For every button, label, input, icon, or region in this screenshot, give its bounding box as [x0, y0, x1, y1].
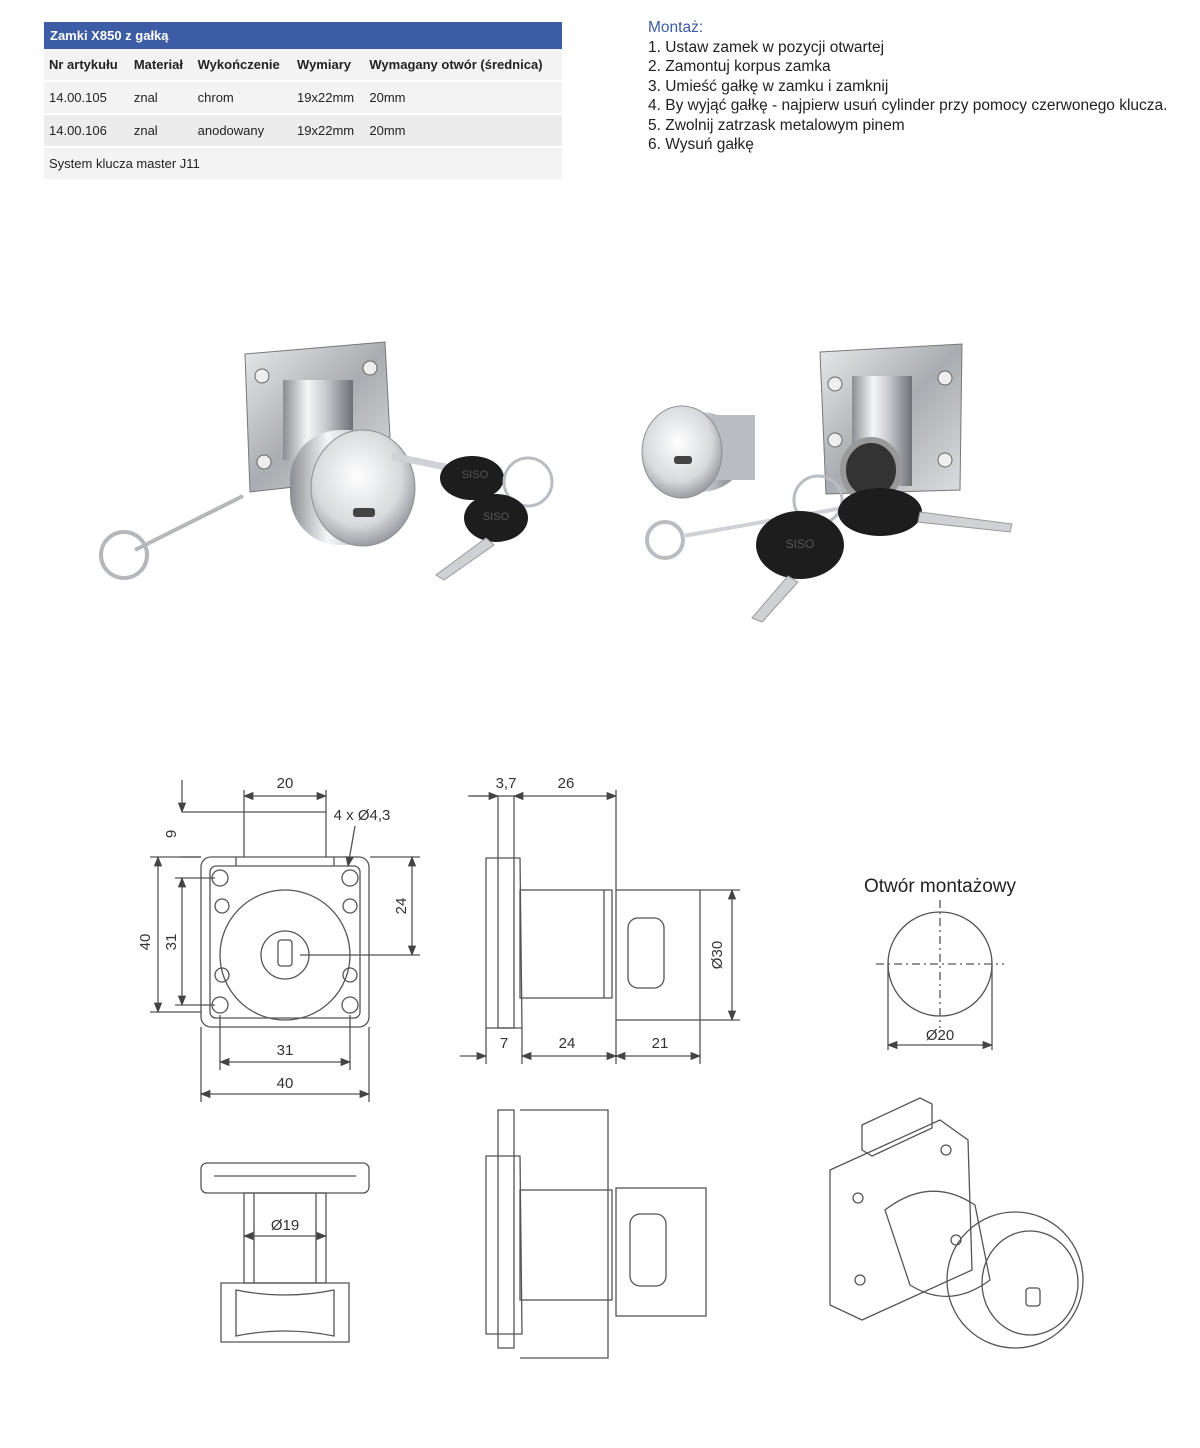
assembly-instructions: [648, 18, 1168, 155]
instruction-step: 4. By wyjąć gałkę - najpierw usuń cylinder przy pomocy czerwonego klucza.: [648, 97, 1168, 114]
dim-holes: 4 x Ø4,3: [333, 807, 391, 824]
dim-inner-height: 31: [163, 933, 180, 951]
dim-top-width: 20: [276, 775, 294, 792]
table-cell: chrom: [193, 81, 292, 114]
product-photo: [0, 320, 1200, 640]
column-header: Wykończenie: [193, 49, 292, 81]
bottom-view: [201, 1163, 369, 1342]
table-cell: 20mm: [364, 81, 562, 114]
column-header: Wymiary: [292, 49, 364, 81]
side-view: [460, 775, 740, 1064]
instructions-title: Montaż:: [648, 19, 704, 36]
table-footer: System klucza master J11: [44, 147, 562, 179]
front-view: [137, 775, 420, 1102]
technical-drawings: [0, 740, 1200, 1448]
spec-table: [44, 22, 562, 179]
release-pin-icon: [101, 532, 147, 578]
instruction-step: 1. Ustaw zamek w pozycji otwartej: [648, 38, 885, 56]
table-header-row: [44, 49, 562, 81]
column-header: Wymagany otwór (średnica): [364, 49, 562, 81]
table-cell: anodowany: [193, 114, 292, 147]
isometric-view: [830, 1098, 1083, 1348]
dim-key-height: 24: [393, 897, 410, 915]
table-caption: Zamki X850 z gałką: [44, 22, 562, 49]
table-cell: 19x22mm: [292, 81, 364, 114]
instructions-list: [648, 38, 1168, 155]
side-detail-view: [486, 1110, 706, 1358]
table-cell: 14.00.105: [44, 81, 129, 114]
column-header: Materiał: [129, 49, 193, 81]
mounting-hole-title: Otwór montażowy: [863, 876, 1017, 897]
dim-plate: 3,7: [495, 775, 517, 792]
lock-photo-left: [101, 342, 552, 580]
dim-hole-diameter: Ø20: [925, 1027, 955, 1044]
table-footer-row: [44, 147, 562, 179]
instruction-step: 3. Umieść gałkę w zamku i zamknij: [648, 77, 889, 95]
dim-body: 26: [557, 775, 575, 792]
key-brand-label: SISO: [461, 469, 489, 481]
table-cell: 19x22mm: [292, 114, 364, 147]
dim-top-offset: 9: [163, 829, 180, 839]
instruction-step: 6. Wysuń gałkę: [648, 136, 754, 153]
column-header: Nr artykułu: [44, 49, 129, 81]
dim-outer-width: 40: [276, 1075, 294, 1092]
lock-photo-right: [642, 344, 1012, 622]
key-brand-label: SISO: [785, 537, 815, 551]
release-pin-icon: [647, 522, 683, 558]
dim-cylinder-diameter: Ø19: [270, 1217, 300, 1234]
dim-flange: 7: [499, 1035, 509, 1052]
mounting-hole-view: [864, 876, 1017, 1050]
instruction-step: 5. Zwolnij zatrzask metalowym pinem: [648, 116, 905, 134]
table-cell: 20mm: [364, 114, 562, 147]
table-row: [44, 114, 562, 147]
dim-knob-diameter: Ø30: [709, 940, 726, 970]
dim-inner-width: 31: [276, 1042, 294, 1059]
dim-outer-height: 40: [137, 933, 154, 951]
dim-knob: 21: [651, 1035, 669, 1052]
table-cell: 14.00.106: [44, 114, 129, 147]
instruction-step: 2. Zamontuj korpus zamka: [648, 58, 831, 75]
dim-cylinder: 24: [558, 1035, 576, 1052]
table-cell: znal: [129, 81, 193, 114]
table-row: [44, 81, 562, 114]
table-cell: znal: [129, 114, 193, 147]
key-brand-label: SISO: [482, 511, 510, 523]
